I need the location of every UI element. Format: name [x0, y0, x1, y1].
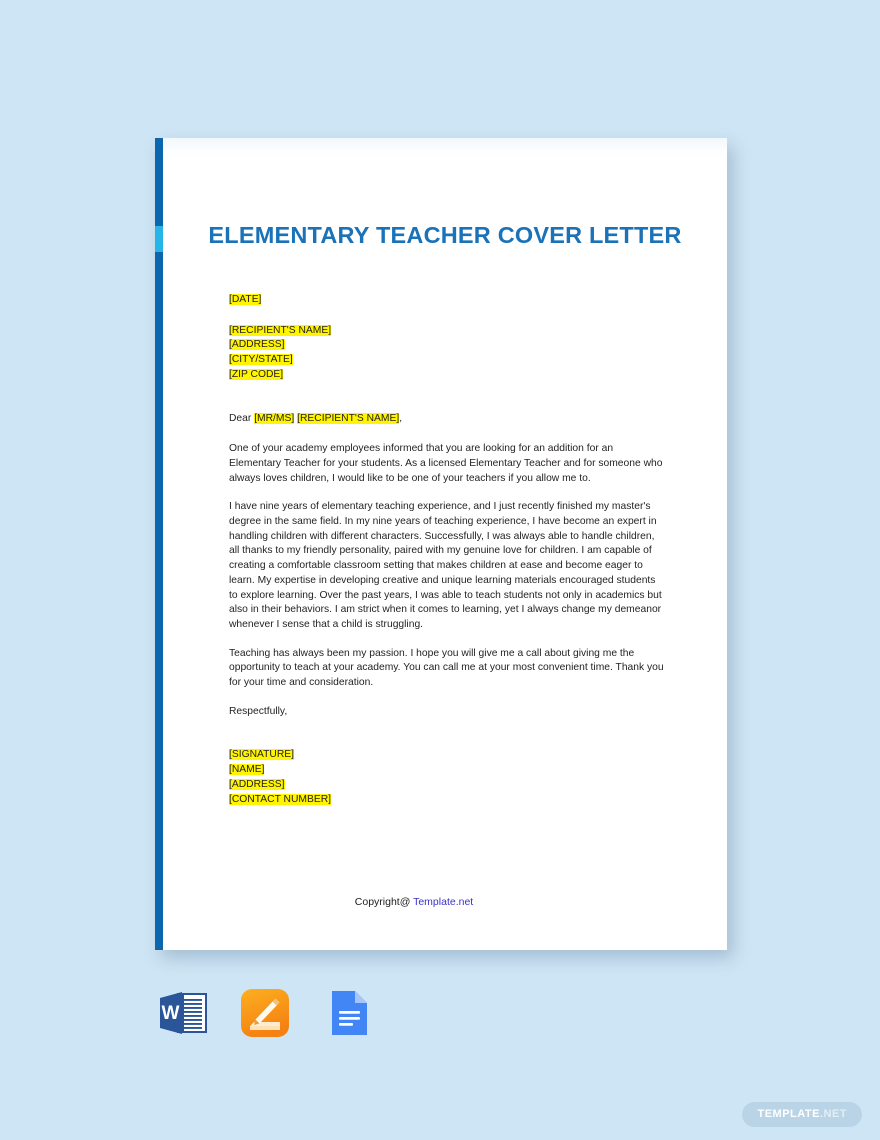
body-paragraph-3: Teaching has always been my passion. I hope you will give me a call about giving me the opportunity to teach at your academy. You can call me at your most convenient time. Thank you for your time and consideration.: [229, 647, 664, 689]
sender-contact-line: [CONTACT NUMBER]: [229, 793, 332, 805]
salutation-name-placeholder: [RECIPIENT'S NAME]: [297, 412, 400, 424]
left-accent-bar: [155, 138, 163, 950]
svg-text:W: W: [161, 1003, 180, 1024]
spacer: [229, 308, 666, 324]
document-page: [155, 138, 727, 950]
copyright-text: Copyright@: [354, 896, 414, 908]
spacer: [229, 486, 666, 500]
salutation-line: [229, 412, 666, 427]
page-title: ELEMENTARY TEACHER COVER LETTER: [208, 222, 682, 248]
recipient-block: [229, 324, 666, 383]
badge-light-text: .NET: [819, 1108, 847, 1120]
badge-strong-text: TEMPLATE: [757, 1108, 820, 1120]
accent-bar-highlight: [155, 226, 163, 252]
date-placeholder: [DATE]: [229, 294, 262, 305]
letter-content: [229, 293, 666, 807]
file-format-icons: [155, 985, 375, 1041]
body-paragraph-1: One of your academy employees informed that you are looking for an addition for an Elementary Teacher for your students. As a licensed Elementary Teacher and for someone who always loves children, I would like to be one of your teachers if you allow me to.: [229, 443, 663, 484]
apple-pages-icon[interactable]: [237, 985, 293, 1041]
recipient-zip-line: [ZIP CODE]: [229, 368, 284, 380]
template-net-badge[interactable]: [742, 1102, 862, 1127]
copyright-line: [163, 896, 727, 908]
closing-line: Respectfully,: [229, 705, 288, 717]
salutation-title-placeholder: [MR/MS]: [254, 412, 295, 424]
salutation-suffix: ,: [399, 412, 403, 424]
spacer: [229, 719, 666, 748]
salutation-prefix: Dear: [229, 412, 255, 424]
sender-name-line: [NAME]: [229, 764, 265, 776]
spacer: [229, 691, 666, 705]
spacer: [229, 426, 666, 442]
body-paragraph-2: I have nine years of elementary teaching experience, and I just recently finished my master's degree in the same field. In my nine years of teaching experience, I have become an expert in handling children with different characters. Successfully, I was always able to handle children, all thanks to my friendly personality, paired with my genuine love for children. I am capable of creating a comfortable classroom setting that makes children at ease and become eager to learn. My expertise in developing creative and unique learning materials encouraged students to explore learning. Over the past years, I was able to teach students not only in academics but also in their behaviors. I am strict when it comes to learning, yet I always change my demeanor whenever I sense that a child is struggling.: [229, 501, 662, 630]
signature-block: [229, 748, 666, 807]
spacer: [229, 633, 666, 647]
recipient-city-state-line: [CITY/STATE]: [229, 354, 293, 366]
date-line: [229, 293, 666, 308]
microsoft-word-icon[interactable]: [155, 985, 211, 1041]
recipient-name-line: [RECIPIENT'S NAME]: [229, 324, 332, 336]
google-docs-icon[interactable]: [319, 985, 375, 1041]
template-net-link[interactable]: Template.net: [413, 896, 474, 908]
document-body: [163, 138, 727, 950]
spacer: [229, 383, 666, 412]
sender-address-line: [ADDRESS]: [229, 778, 285, 790]
signature-line: [SIGNATURE]: [229, 749, 295, 761]
recipient-address-line: [ADDRESS]: [229, 339, 285, 351]
